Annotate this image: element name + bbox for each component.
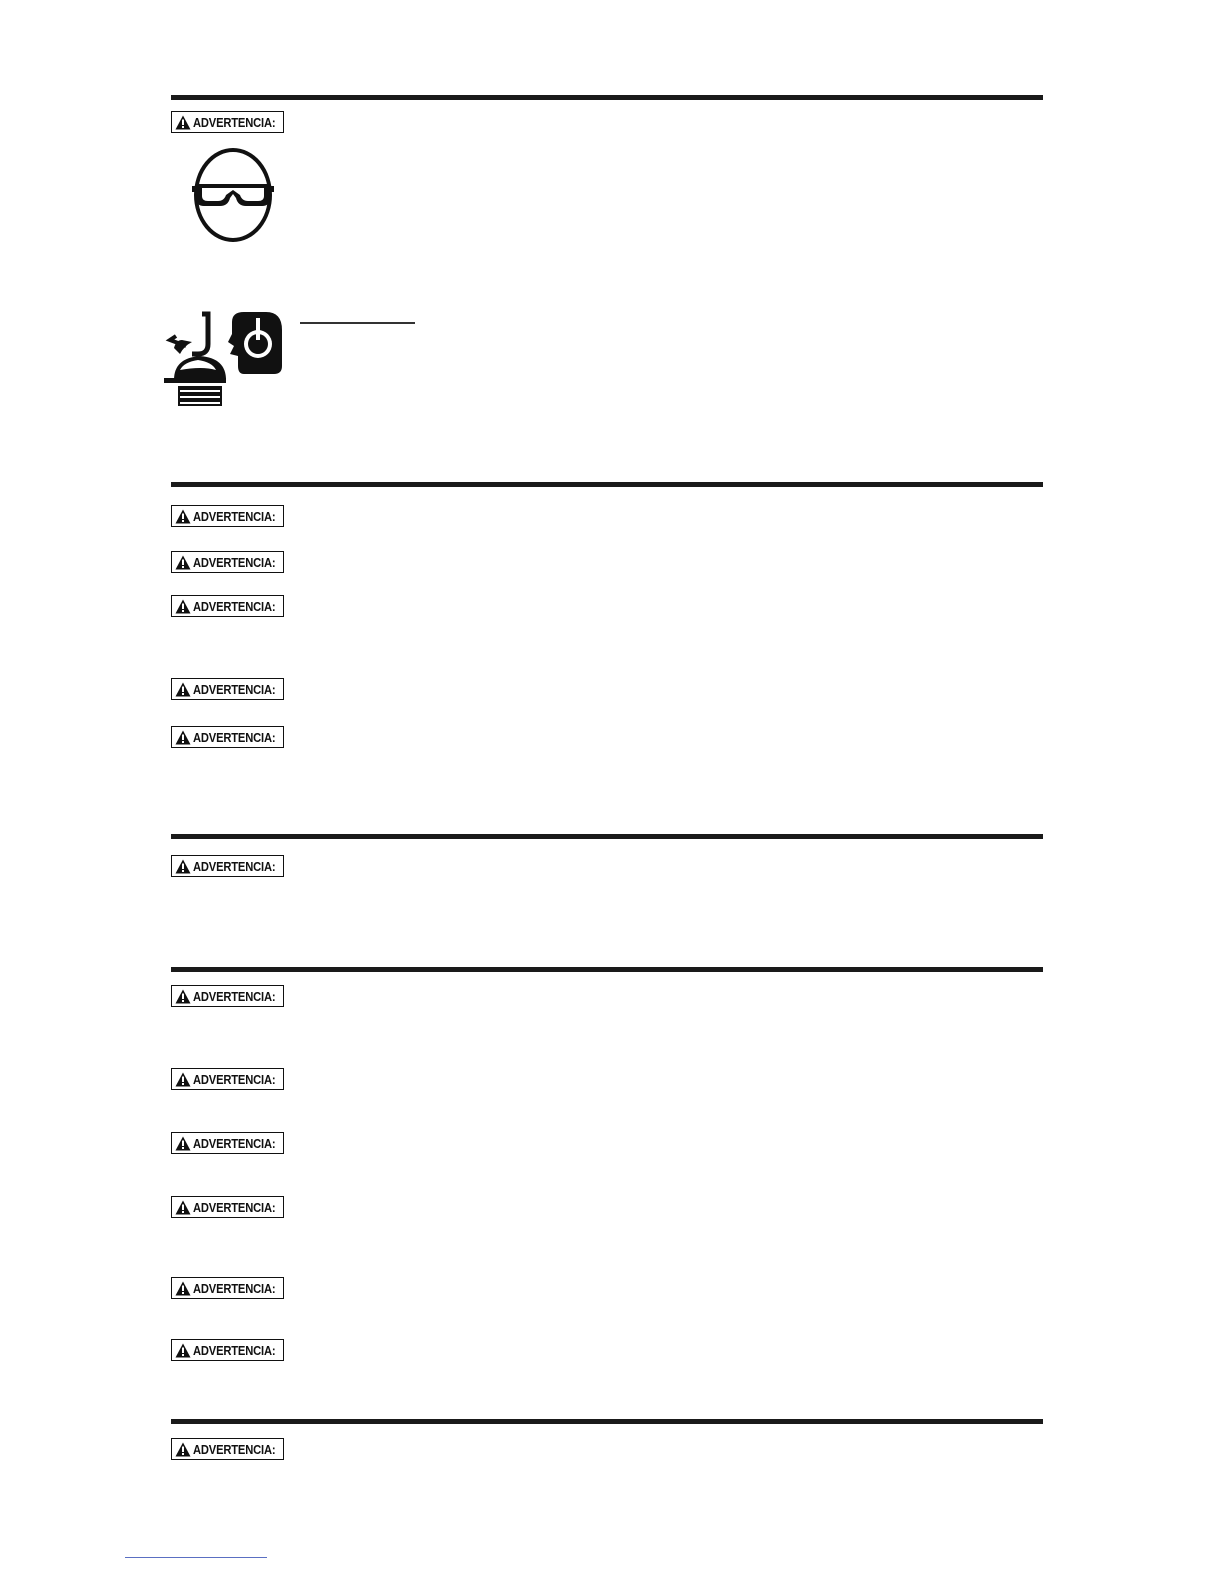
warning-label: ADVERTENCIA:: [193, 508, 276, 524]
hearing-protection-icon: [162, 310, 284, 408]
warning-triangle-icon: [175, 682, 191, 697]
warning-label: ADVERTENCIA:: [193, 988, 276, 1004]
warning-badge: [171, 505, 284, 527]
section-divider: [171, 1419, 1043, 1424]
warning-triangle-icon: [175, 989, 191, 1004]
warning-triangle-icon: [175, 730, 191, 745]
warning-badge: [171, 1068, 284, 1090]
warning-badge: [171, 726, 284, 748]
warning-triangle-icon: [175, 555, 191, 570]
warning-label: ADVERTENCIA:: [193, 554, 276, 570]
warning-badge: [171, 985, 284, 1007]
warning-triangle-icon: [175, 1442, 191, 1457]
warning-label: ADVERTENCIA:: [193, 114, 276, 130]
section-divider: [171, 834, 1043, 839]
warning-label: ADVERTENCIA:: [193, 729, 276, 745]
warning-badge: [171, 595, 284, 617]
warning-triangle-icon: [175, 1072, 191, 1087]
warning-label: ADVERTENCIA:: [193, 1199, 276, 1215]
section-divider: [171, 967, 1043, 972]
warning-triangle-icon: [175, 599, 191, 614]
warning-badge: [171, 1438, 284, 1460]
warning-badge: [171, 1132, 284, 1154]
underline-rule: [300, 322, 415, 324]
warning-badge: [171, 1277, 284, 1299]
warning-triangle-icon: [175, 859, 191, 874]
footer-link-underline: [125, 1557, 267, 1558]
warning-badge: [171, 1339, 284, 1361]
warning-badge: [171, 551, 284, 573]
warning-badge: [171, 678, 284, 700]
warning-label: ADVERTENCIA:: [193, 598, 276, 614]
section-divider: [171, 95, 1043, 100]
warning-badge: [171, 855, 284, 877]
section-divider: [171, 482, 1043, 487]
warning-label: ADVERTENCIA:: [193, 1342, 276, 1358]
warning-label: ADVERTENCIA:: [193, 1441, 276, 1457]
warning-label: ADVERTENCIA:: [193, 681, 276, 697]
warning-badge: [171, 111, 284, 133]
warning-triangle-icon: [175, 1136, 191, 1151]
warning-triangle-icon: [175, 509, 191, 524]
safety-goggles-icon: [190, 146, 276, 244]
warning-triangle-icon: [175, 1343, 191, 1358]
warning-label: ADVERTENCIA:: [193, 1071, 276, 1087]
warning-triangle-icon: [175, 1281, 191, 1296]
warning-triangle-icon: [175, 115, 191, 130]
warning-triangle-icon: [175, 1200, 191, 1215]
warning-label: ADVERTENCIA:: [193, 858, 276, 874]
warning-label: ADVERTENCIA:: [193, 1280, 276, 1296]
warning-badge: [171, 1196, 284, 1218]
warning-label: ADVERTENCIA:: [193, 1135, 276, 1151]
